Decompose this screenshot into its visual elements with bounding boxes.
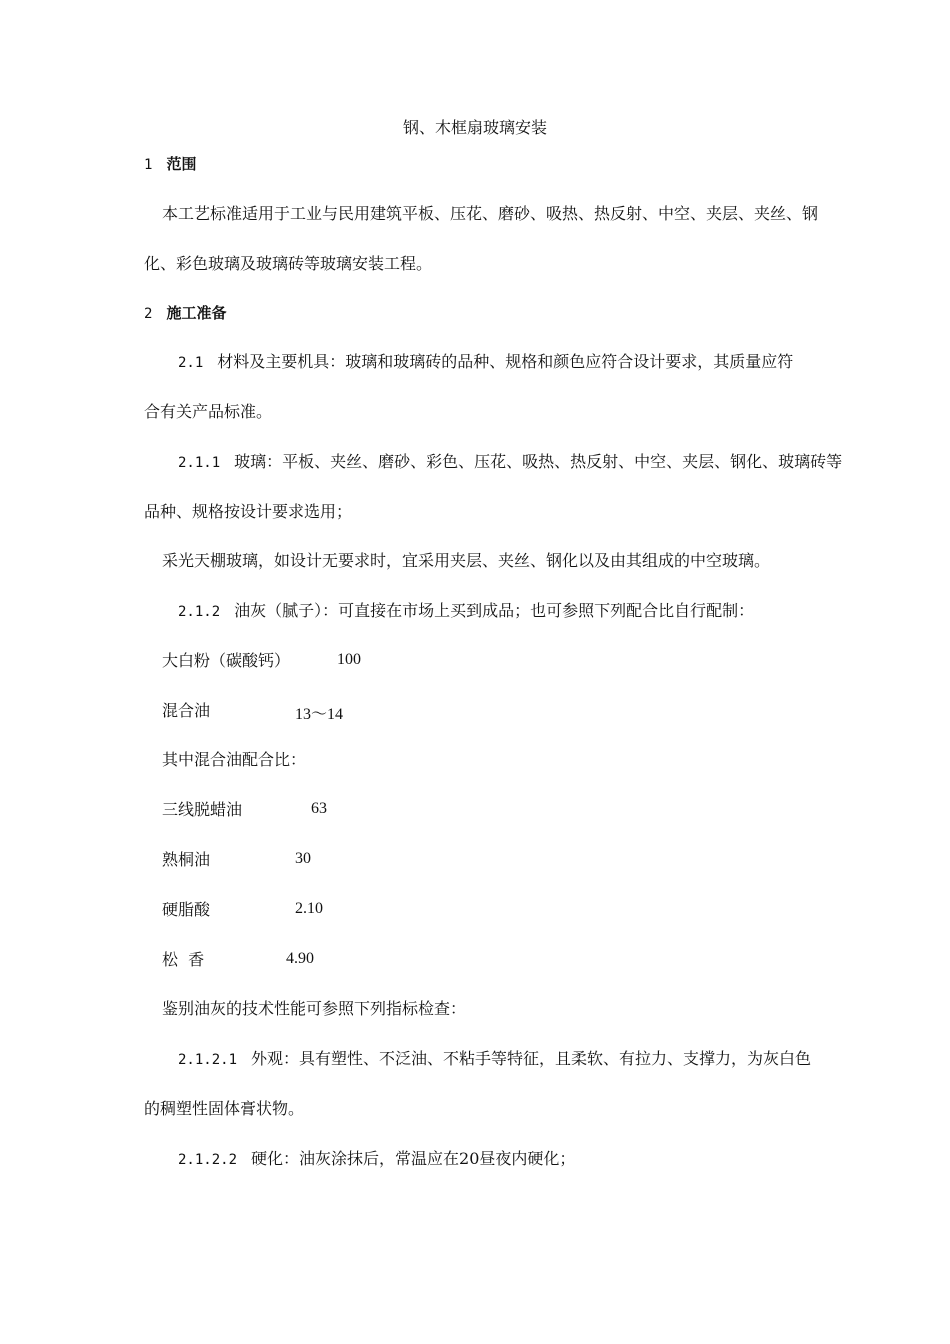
mix-item-value: 13～14 xyxy=(295,706,344,723)
clause-number: 2.1 xyxy=(178,355,204,371)
clause-text: 硬化：油灰涂抹后，常温应在20昼夜内硬化； xyxy=(251,1149,576,1168)
mix-item-value: 2.10 xyxy=(295,900,323,917)
clause-number: 2.1.2.2 xyxy=(178,1152,238,1168)
section-title: 施工准备 xyxy=(166,304,227,322)
section-number: 2 xyxy=(144,306,153,322)
mix-item-value: 4.90 xyxy=(286,950,314,967)
clause-text: 材料及主要机具：玻璃和玻璃砖的品种、规格和颜色应符合设计要求，其质量应符 xyxy=(217,352,794,371)
paragraph: 品种、规格按设计要求选用； xyxy=(144,502,353,521)
paragraph: 其中混合油配合比： xyxy=(162,750,307,769)
section-title: 范围 xyxy=(166,155,197,173)
mix-item-name: 混合油 xyxy=(162,701,211,720)
mix-item-name: 硬脂酸 xyxy=(162,900,211,919)
clause-number: 2.1.2 xyxy=(178,604,221,620)
mix-item-name: 松 香 xyxy=(162,950,205,969)
clause-2-1-1 xyxy=(178,452,842,473)
paragraph: 采光天棚玻璃，如设计无要求时，宜采用夹层、夹丝、钢化以及由其组成的中空玻璃。 xyxy=(162,551,771,570)
mix-item-name: 三线脱蜡油 xyxy=(162,800,243,819)
section-1-heading xyxy=(144,154,196,175)
paragraph: 本工艺标准适用于工业与民用建筑平板、压花、磨砂、吸热、热反射、中空、夹层、夹丝、钢 xyxy=(162,204,819,223)
mix-item-name: 熟桐油 xyxy=(162,850,211,869)
section-number: 1 xyxy=(144,157,153,173)
mix-item-name: 大白粉（碳酸钙） xyxy=(162,651,291,670)
mix-item-value: 30 xyxy=(295,850,311,867)
clause-number: 2.1.2.1 xyxy=(178,1052,238,1068)
paragraph: 鉴别油灰的技术性能可参照下列指标检查： xyxy=(162,999,467,1018)
clause-2-1-2-2 xyxy=(178,1149,575,1170)
clause-text: 玻璃：平板、夹丝、磨砂、彩色、压花、吸热、热反射、中空、夹层、钢化、玻璃砖等 xyxy=(234,452,843,471)
mix-item-value: 63 xyxy=(311,800,327,817)
clause-number: 2.1.1 xyxy=(178,455,221,471)
clause-2-1-2 xyxy=(178,601,754,622)
paragraph: 合有关产品标准。 xyxy=(144,402,273,421)
clause-2-1 xyxy=(178,352,793,373)
document-title: 钢、木框扇玻璃安装 xyxy=(402,118,547,137)
clause-2-1-2-1 xyxy=(178,1049,811,1070)
clause-text: 油灰（腻子）：可直接在市场上买到成品；也可参照下列配合比自行配制： xyxy=(234,601,755,620)
clause-text: 外观：具有塑性、不泛油、不粘手等特征，且柔软、有拉力、支撑力，为灰白色 xyxy=(251,1049,812,1068)
paragraph: 化、彩色玻璃及玻璃砖等玻璃安装工程。 xyxy=(144,254,433,273)
section-2-heading xyxy=(144,303,226,324)
paragraph: 的稠塑性固体膏状物。 xyxy=(144,1099,305,1118)
mix-item-value: 100 xyxy=(337,651,361,668)
